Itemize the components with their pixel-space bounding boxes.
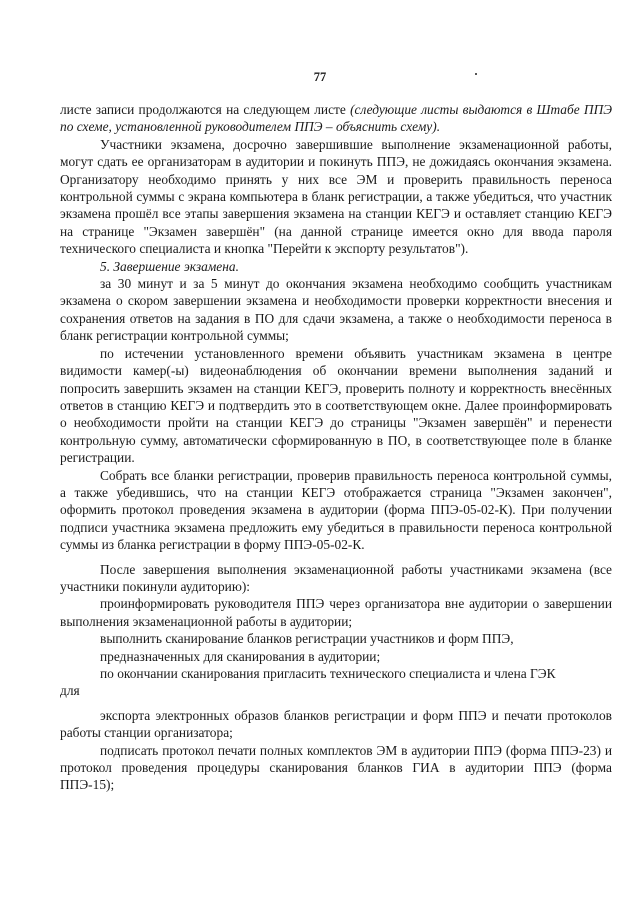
paragraph-text: листе записи продолжаются на следующем листе bbox=[60, 102, 351, 117]
paragraph-scan-forms-cont: предназначенных для сканирования в аудитории; bbox=[100, 648, 381, 664]
paragraph-after-exam: После завершения выполнения экзаменационной работы участниками экзамена (все участники покинули аудиторию): bbox=[60, 561, 612, 594]
paragraph-continuation bbox=[60, 101, 612, 136]
section-heading bbox=[60, 258, 612, 275]
italic-note: (следующие листы выдаются в Штабе ППЭ по схеме, установленной руководителем ППЭ – объяснить схему). bbox=[60, 102, 613, 135]
section-heading-text: 5. Завершение экзамена. bbox=[100, 258, 239, 274]
paragraph-for: для bbox=[60, 683, 80, 699]
paragraph-inform-head: проинформировать руководителя ППЭ через организатора вне аудитории о завершении выполнения экзаменационной работы в аудитории; bbox=[60, 596, 612, 629]
scan-speck bbox=[475, 73, 477, 75]
paragraph-sign-protocols: подписать протокол печати полных комплектов ЭМ в аудитории ППЭ (форма ППЭ-23) и протокол проведения процедуры сканирования бланков ГИА в аудитории ППЭ (форма ППЭ-15); bbox=[60, 742, 612, 793]
paragraph-early-finish: Участники экзамена, досрочно завершившие выполнение экзаменационной работы, могут сдать ее организаторам в аудитории и покинуть ППЭ, не дожидаясь окончания экзамена. Организатору необходимо принять у них все ЭМ и проверить правильность переноса контрольной суммы с экрана компьютера в бланк регистрации, а также убедиться, что участник экзамена прошёл все этапы завершения экзамена на станции КЕГЭ и оставляет станцию КЕГЭ на странице "Экзамен завершён" (на данной странице имеется окно для ввода пароля технического специалиста и кнопка "Перейти к экспорту результатов"). bbox=[60, 136, 612, 257]
paragraph-collect-forms: Собрать все бланки регистрации, проверив правильность переноса контрольной суммы, а также убедившись, что на станции КЕГЭ отображается страница "Экзамен закончен", оформить протокол проведения экзамена в аудитории (форма ППЭ-05-02-К). При получении подписи участника экзамена предложить ему убедиться в правильности переноса контрольной суммы из бланка регистрации в форму ППЭ-05-02-К. bbox=[60, 467, 612, 553]
body-text bbox=[60, 101, 612, 794]
paragraph-export: экспорта электронных образов бланков регистрации и форм ППЭ и печати протоколов работы станции организатора; bbox=[60, 707, 612, 741]
paragraph-scan-forms: выполнить сканирование бланков регистрации участников и форм ППЭ, bbox=[100, 631, 514, 647]
paragraph-warning-time: за 30 минут и за 5 минут до окончания экзамена необходимо сообщить участникам экзамена о скором завершении экзамена и необходимости проверки корректности внесения и сохранения ответов на задания в ПО для сдачи экзамена, а также о необходимости переноса в бланк регистрации контрольной суммы; bbox=[60, 276, 612, 344]
paragraph-invite-specialist: по окончании сканирования пригласить технического специалиста и члена ГЭК bbox=[100, 666, 556, 681]
page-number: 77 bbox=[313, 70, 327, 84]
paragraph-time-expired: по истечении установленного времени объявить участникам экзамена в центре видимости камер(-ы) видеонаблюдения об окончании времени выполнения заданий и попросить завершить экзамен на станции КЕГЭ, проверить полноту и корректность внесённых ответов в станцию КЕГЭ и подтвердить это в соответствующем окне. Далее проинформировать о необходимости пройти на станции КЕГЭ до страницы "Экзамен завершён" и перенести контрольную сумму, автоматически сформированную в ПО, в соответствующее поле в бланке регистрации. bbox=[60, 345, 612, 466]
